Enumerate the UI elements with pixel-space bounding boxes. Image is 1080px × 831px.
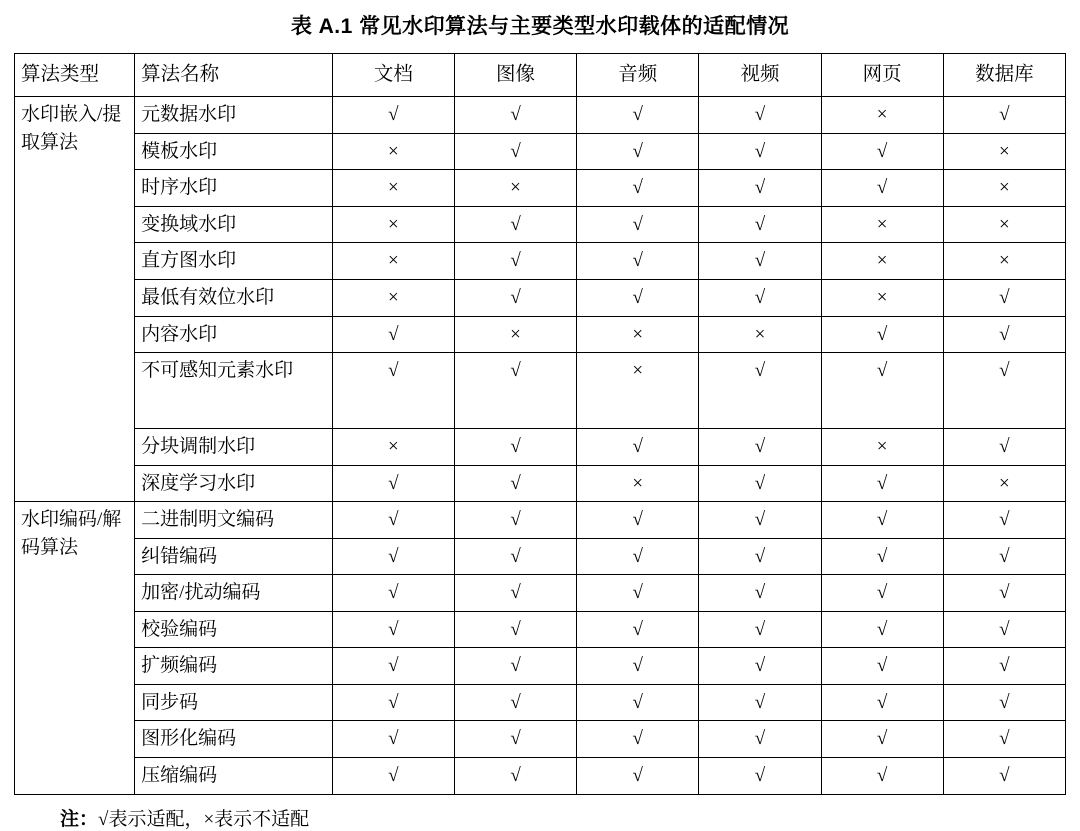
cell-mark: √ — [943, 97, 1065, 134]
cell-mark: √ — [454, 758, 576, 795]
table-note-label: 注： — [60, 808, 99, 830]
cell-mark: √ — [454, 280, 576, 317]
cell-mark: √ — [699, 170, 821, 207]
cell-mark: √ — [454, 611, 576, 648]
cell-mark: × — [332, 133, 454, 170]
cell-mark: × — [821, 97, 943, 134]
cell-mark: √ — [332, 538, 454, 575]
cell-mark: √ — [943, 316, 1065, 353]
cell-mark: √ — [577, 575, 699, 612]
cell-mark: √ — [699, 538, 821, 575]
table-row — [15, 353, 1066, 429]
cell-mark: √ — [577, 243, 699, 280]
cell-mark: √ — [332, 758, 454, 795]
row-algorithm-name: 图形化编码 — [135, 721, 333, 758]
cell-mark: √ — [821, 316, 943, 353]
row-algorithm-name: 扩频编码 — [135, 648, 333, 685]
column-header-document: 文档 — [332, 54, 454, 97]
table-row — [15, 429, 1066, 466]
cell-mark: × — [454, 316, 576, 353]
row-algorithm-name: 元数据水印 — [135, 97, 333, 134]
cell-mark: × — [332, 170, 454, 207]
column-header-video: 视频 — [699, 54, 821, 97]
cell-mark: √ — [577, 611, 699, 648]
cell-mark: √ — [699, 206, 821, 243]
cell-mark: √ — [577, 721, 699, 758]
cell-mark: √ — [577, 97, 699, 134]
cell-mark: √ — [821, 758, 943, 795]
table-header-row — [15, 54, 1066, 97]
table-row — [15, 133, 1066, 170]
cell-mark: × — [699, 316, 821, 353]
cell-mark: √ — [943, 538, 1065, 575]
cell-mark: × — [332, 243, 454, 280]
column-header-category: 算法类型 — [15, 54, 135, 97]
cell-mark: √ — [943, 280, 1065, 317]
cell-mark: √ — [943, 353, 1065, 429]
cell-mark: √ — [577, 758, 699, 795]
table-body — [15, 97, 1066, 794]
table-row — [15, 97, 1066, 134]
cell-mark: √ — [821, 502, 943, 539]
cell-mark: √ — [332, 502, 454, 539]
cell-mark: √ — [454, 721, 576, 758]
cell-mark: × — [332, 206, 454, 243]
cell-mark: × — [943, 206, 1065, 243]
row-category-codec: 水印编码/解码算法 — [15, 502, 135, 794]
cell-mark: √ — [699, 243, 821, 280]
table-row — [15, 684, 1066, 721]
cell-mark: √ — [454, 502, 576, 539]
cell-mark: √ — [821, 684, 943, 721]
cell-mark: √ — [577, 280, 699, 317]
table-note — [14, 804, 1066, 831]
cell-mark: √ — [332, 684, 454, 721]
column-header-webpage: 网页 — [821, 54, 943, 97]
cell-mark: √ — [943, 502, 1065, 539]
cell-mark: √ — [821, 611, 943, 648]
cell-mark: √ — [577, 538, 699, 575]
cell-mark: √ — [943, 429, 1065, 466]
watermark-adaptation-table — [14, 53, 1066, 795]
cell-mark: √ — [699, 133, 821, 170]
cell-mark: × — [943, 465, 1065, 502]
cell-mark: √ — [943, 758, 1065, 795]
cell-mark: √ — [821, 465, 943, 502]
cell-mark: × — [577, 465, 699, 502]
table-row — [15, 280, 1066, 317]
row-algorithm-name: 时序水印 — [135, 170, 333, 207]
cell-mark: × — [577, 316, 699, 353]
row-algorithm-name: 二进制明文编码 — [135, 502, 333, 539]
row-algorithm-name: 最低有效位水印 — [135, 280, 333, 317]
cell-mark: √ — [699, 648, 821, 685]
row-algorithm-name: 直方图水印 — [135, 243, 333, 280]
cell-mark: √ — [454, 648, 576, 685]
row-algorithm-name: 内容水印 — [135, 316, 333, 353]
cell-mark: × — [821, 280, 943, 317]
table-row — [15, 611, 1066, 648]
cell-mark: × — [577, 353, 699, 429]
table-row — [15, 575, 1066, 612]
table-row — [15, 502, 1066, 539]
cell-mark: √ — [699, 429, 821, 466]
cell-mark: × — [943, 170, 1065, 207]
row-algorithm-name: 变换域水印 — [135, 206, 333, 243]
cell-mark: √ — [943, 611, 1065, 648]
row-algorithm-name: 深度学习水印 — [135, 465, 333, 502]
cell-mark: √ — [699, 502, 821, 539]
column-header-image: 图像 — [454, 54, 576, 97]
cell-mark: √ — [577, 648, 699, 685]
cell-mark: √ — [943, 575, 1065, 612]
cell-mark: × — [821, 206, 943, 243]
cell-mark: √ — [699, 684, 821, 721]
cell-mark: × — [454, 170, 576, 207]
cell-mark: × — [821, 429, 943, 466]
row-algorithm-name: 压缩编码 — [135, 758, 333, 795]
table-row — [15, 465, 1066, 502]
row-algorithm-name: 校验编码 — [135, 611, 333, 648]
table-note-text: √表示适配，×表示不适配 — [98, 808, 310, 830]
cell-mark: √ — [454, 684, 576, 721]
cell-mark: √ — [699, 758, 821, 795]
cell-mark: √ — [821, 538, 943, 575]
cell-mark: √ — [577, 206, 699, 243]
cell-mark: × — [332, 429, 454, 466]
cell-mark: √ — [821, 353, 943, 429]
cell-mark: √ — [332, 648, 454, 685]
cell-mark: √ — [454, 575, 576, 612]
cell-mark: √ — [577, 133, 699, 170]
cell-mark: √ — [943, 648, 1065, 685]
table-row — [15, 243, 1066, 280]
cell-mark: √ — [332, 353, 454, 429]
row-algorithm-name: 同步码 — [135, 684, 333, 721]
cell-mark: √ — [454, 133, 576, 170]
cell-mark: × — [332, 280, 454, 317]
table-row — [15, 758, 1066, 795]
table-title: 表 A.1 常见水印算法与主要类型水印载体的适配情况 — [290, 15, 790, 38]
table-row — [15, 538, 1066, 575]
table-header — [15, 54, 1066, 97]
table-row — [15, 170, 1066, 207]
cell-mark: √ — [699, 465, 821, 502]
cell-mark: × — [943, 133, 1065, 170]
row-category-embed: 水印嵌入/提取算法 — [15, 97, 135, 502]
cell-mark: × — [821, 243, 943, 280]
cell-mark: √ — [577, 170, 699, 207]
column-header-audio: 音频 — [577, 54, 699, 97]
cell-mark: √ — [699, 353, 821, 429]
cell-mark: √ — [454, 243, 576, 280]
cell-mark: √ — [332, 316, 454, 353]
cell-mark: √ — [332, 465, 454, 502]
column-header-database: 数据库 — [943, 54, 1065, 97]
column-header-name: 算法名称 — [135, 54, 333, 97]
cell-mark: √ — [454, 465, 576, 502]
cell-mark: √ — [699, 721, 821, 758]
cell-mark: √ — [699, 611, 821, 648]
cell-mark: × — [943, 243, 1065, 280]
cell-mark: √ — [821, 170, 943, 207]
table-row — [15, 206, 1066, 243]
cell-mark: √ — [332, 575, 454, 612]
cell-mark: √ — [454, 206, 576, 243]
cell-mark: √ — [821, 575, 943, 612]
table-row — [15, 721, 1066, 758]
cell-mark: √ — [699, 280, 821, 317]
cell-mark: √ — [699, 575, 821, 612]
cell-mark: √ — [454, 538, 576, 575]
cell-mark: √ — [577, 429, 699, 466]
cell-mark: √ — [454, 429, 576, 466]
cell-mark: √ — [332, 97, 454, 134]
cell-mark: √ — [332, 611, 454, 648]
cell-mark: √ — [577, 502, 699, 539]
cell-mark: √ — [699, 97, 821, 134]
cell-mark: √ — [821, 648, 943, 685]
cell-mark: √ — [454, 97, 576, 134]
row-algorithm-name: 不可感知元素水印 — [135, 353, 333, 429]
cell-mark: √ — [454, 353, 576, 429]
table-row — [15, 316, 1066, 353]
row-algorithm-name: 加密/扰动编码 — [135, 575, 333, 612]
row-algorithm-name: 模板水印 — [135, 133, 333, 170]
cell-mark: √ — [943, 684, 1065, 721]
table-row — [15, 648, 1066, 685]
cell-mark: √ — [821, 721, 943, 758]
cell-mark: √ — [577, 684, 699, 721]
row-algorithm-name: 分块调制水印 — [135, 429, 333, 466]
row-algorithm-name: 纠错编码 — [135, 538, 333, 575]
cell-mark: √ — [821, 133, 943, 170]
cell-mark: √ — [943, 721, 1065, 758]
cell-mark: √ — [332, 721, 454, 758]
